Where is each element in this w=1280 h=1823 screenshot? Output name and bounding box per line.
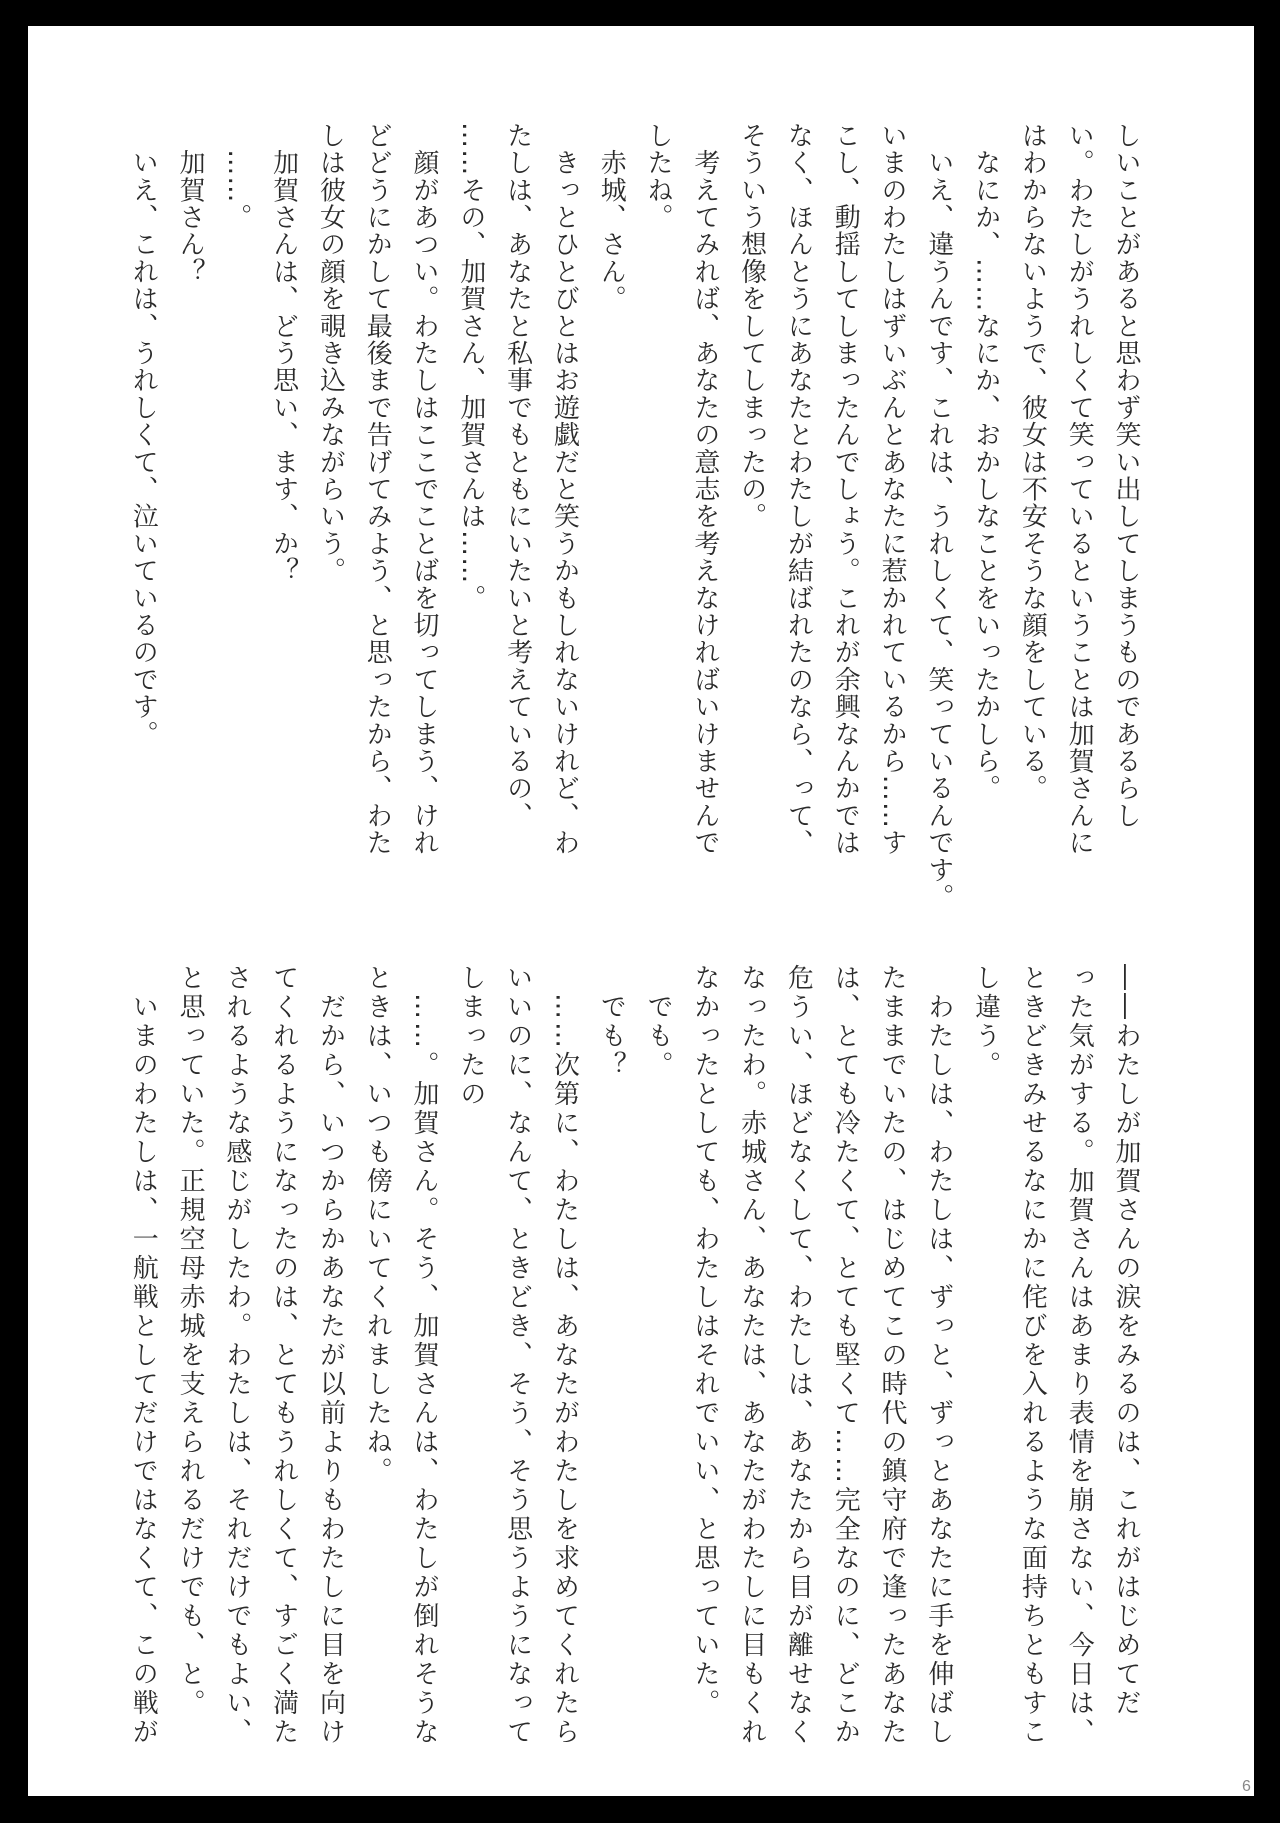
page-number: 6 <box>1242 1778 1251 1795</box>
text-column: てくれるようになったのは、とてもうれしくて、すごく満た <box>268 964 299 1747</box>
text-column: ……。加賀さん。そう、加賀さんは、わたしが倒れそうな <box>409 964 440 1747</box>
text-column: い。わたしがうれしくて笑っているということは加賀さんに <box>1064 122 1095 857</box>
text-column: たしは、あなたと私事でもともにいたいと考えているの、 <box>502 122 533 830</box>
text-column: ときどきみせるなにかに侘びを入れるような面持ちともすこ <box>1017 964 1048 1747</box>
text-column: いえ、これは、うれしくて、泣いているのです。 <box>128 122 159 748</box>
text-column: たままでいたの、はじめてこの時代の鎮守府で逢ったあなた <box>877 964 908 1747</box>
text-column: 顔があつい。わたしはここでことばを切ってしまう、けれ <box>409 122 440 857</box>
text-column: った気がする。加賀さんはあまり表情を崩さない、今日は、 <box>1064 964 1095 1747</box>
text-column: しは彼女の顔を覗き込みながらいう。 <box>315 122 346 585</box>
text-column: 赤城、さん。 <box>596 122 627 313</box>
text-column: いいのに、なんて、ときどき、そう、そう思うようになって <box>502 964 533 1747</box>
text-column: なにか、……なにか、おかしなことをいったかしら。 <box>970 122 1001 802</box>
text-column: されるような感じがしたわ。わたしは、それだけでもよい、 <box>221 964 252 1747</box>
text-column: いまのわたしはずいぶんとあなたに惹かれているから……す <box>877 122 908 857</box>
text-column: ……。 <box>221 122 252 231</box>
text-column: 加賀さんは、どう思い、ます、か？ <box>268 122 299 585</box>
text-column: しいことがあると思わず笑い出してしまうものであるらし <box>1111 122 1141 830</box>
text-column: どどうにかして最後まで告げてみよう、と思ったから、わた <box>362 122 393 857</box>
text-column: なったわ。赤城さん、あなたは、あなたがわたしに目もくれ <box>736 964 767 1747</box>
text-column: こし、動揺してしまったんでしょう。これが余興なんかでは <box>830 122 861 857</box>
text-column: しまったの <box>455 964 486 1109</box>
text-column: わたしは、わたしは、ずっと、ずっとあなたに手を伸ばし <box>923 964 954 1747</box>
text-column: は、とても冷たくて、とても堅くて……完全なのに、どこか <box>830 964 861 1747</box>
text-column: し違う。 <box>970 964 1001 1080</box>
text-column: はわからないようで、彼女は不安そうな顔をしている。 <box>1017 122 1048 802</box>
text-column: でも？ <box>596 964 627 1080</box>
text-column: いえ、違うんです、これは、うれしくて、笑っているんです。 <box>923 122 954 911</box>
text-column: ……その、加賀さん、加賀さんは……。 <box>455 122 486 612</box>
text-column: でも。 <box>643 964 674 1080</box>
text-column: ときは、いつも傍にいてくれましたね。 <box>362 964 393 1486</box>
text-column: したね。 <box>643 122 674 231</box>
text-column: きっとひとびとはお遊戯だと笑うかもしれないけれど、わ <box>549 122 580 857</box>
text-column: と思っていた。正規空母赤城を支えられるだけでも、と。 <box>175 964 206 1718</box>
book-page <box>28 26 1254 1796</box>
text-block-bottom <box>119 964 1149 1754</box>
text-column: なく、ほんとうにあなたとわたしが結ばれたのなら、って、 <box>783 122 814 857</box>
text-column: ……次第に、わたしは、あなたがわたしを求めてくれたら <box>549 964 580 1747</box>
text-column: 考えてみれば、あなたの意志を考えなければいけませんで <box>689 122 720 857</box>
text-column: 危うい、ほどなくして、わたしは、あなたから目が離せなく <box>783 964 814 1747</box>
text-column: そういう想像をしてしまったの。 <box>736 122 767 530</box>
text-column: ――わたしが加賀さんの涙をみるのは、これがはじめてだ <box>1111 964 1141 1718</box>
text-column: なかったとしても、わたしはそれでいい、と思っていた。 <box>689 964 720 1718</box>
text-column: だから、いつからかあなたが以前よりもわたしに目を向け <box>315 964 346 1747</box>
text-column: 加賀さん？ <box>175 122 206 286</box>
text-column: いまのわたしは、一航戦としてだけではなくて、この戦が <box>128 964 159 1747</box>
text-block-top <box>119 122 1149 911</box>
